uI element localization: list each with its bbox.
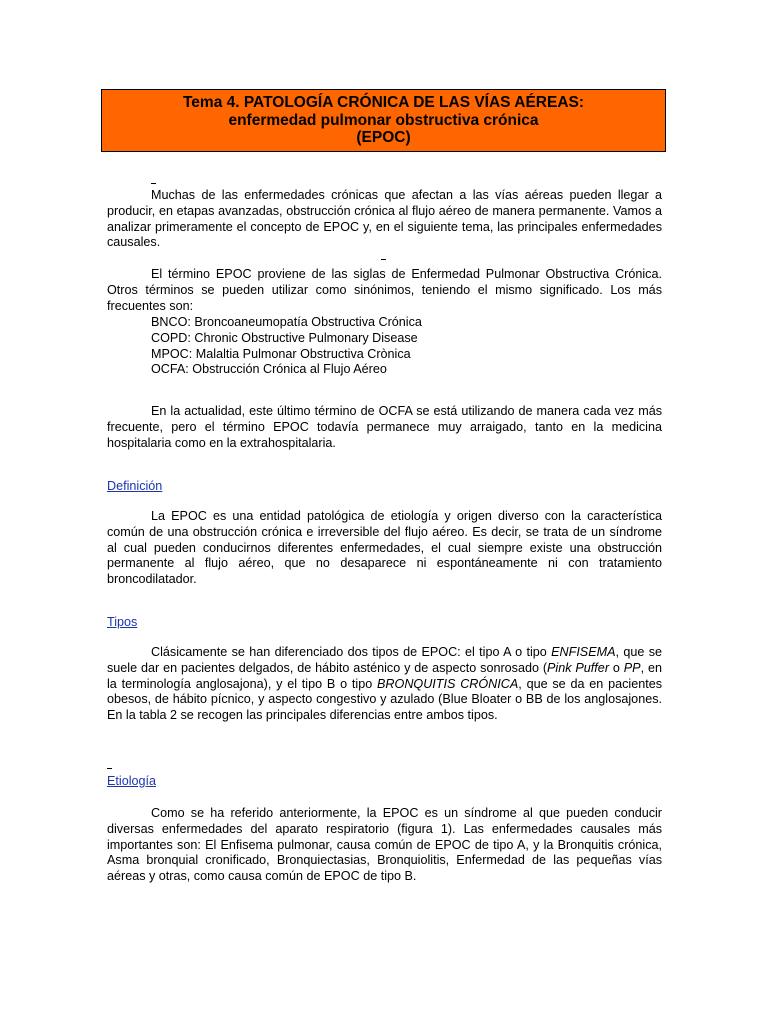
tipos-text: o <box>609 660 624 675</box>
title-line-1: Tema 4. PATOLOGÍA CRÓNICA DE LAS VÍAS AÉREAS: <box>182 94 585 111</box>
list-item: OCFA: Obstrucción Crónica al Flujo Aéreo <box>151 362 387 377</box>
title-line-2: enfermedad pulmonar obstructiva crónica <box>228 111 539 129</box>
heading-etiologia[interactable]: Etiología <box>107 774 157 788</box>
decorative-mark <box>381 259 386 260</box>
definicion-p1-text: La EPOC es una entidad patológica de etiología y origen diverso con la característica común de una obstrucción crónica e irreversible del flujo aéreo. Es decir, se trata de un síndrome al cual pueden conducirnos diferentes enfermedades, el cual siempre existe una obstrucción permanente al flujo aéreo, que no desaparece ni espontáneamente ni con tratamiento broncodilatador. <box>107 509 662 587</box>
heading-definicion[interactable]: Definición <box>107 479 163 493</box>
title-box <box>101 89 666 152</box>
heading-tipos[interactable]: Tipos <box>107 615 138 629</box>
list-item: BNCO: Broncoaneumopatía Obstructiva Crónica <box>151 315 422 329</box>
decorative-mark <box>151 183 156 184</box>
tipos-text: Clásicamente se han diferenciado dos tipos de EPOC: el tipo A o tipo <box>151 645 552 659</box>
tipos-text: , que se suele dar en pacientes delgados, de hábito asténico y de aspecto sonrosado ( <box>107 645 662 675</box>
synonym-list <box>107 315 706 378</box>
intro-paragraph-2 <box>107 267 662 314</box>
title-line-3: (EPOC) <box>356 129 411 146</box>
intro-paragraph-1 <box>107 188 662 251</box>
list-item: COPD: Chronic Obstructive Pulmonary Disease <box>151 330 418 345</box>
etiologia-paragraph <box>107 806 662 885</box>
tipos-text: , en la terminología anglosajona), y el tipo B o tipo <box>107 660 662 691</box>
tipos-emphasis: BRONQUITIS CRÓNICA <box>377 676 519 691</box>
tipos-emphasis: Pink Puffer <box>547 660 610 675</box>
etiologia-p1-text: Como se ha referido anteriormente, la EPOC es un síndrome al que pueden conducir diversas enfermedades del aparato respiratorio (figura 1). Las enfermedades causales más importantes son: El Enfisema pulmonar, causa común de EPOC de tipo A, y la Bronquitis crónica, Asma bronquial cronificado, Bronquiectasias, Bronquiolitis, Enfermedad de las pequeñas vías aéreas y otras, como causa común de EPOC de tipo B. <box>107 806 662 884</box>
intro-paragraph-3 <box>107 404 662 451</box>
tipos-paragraph <box>107 645 662 724</box>
intro-p2-text: El término EPOC proviene de las siglas de Enfermedad Pulmonar Obstructiva Crónica. Otros términos se pueden utilizar como sinónimos, teniendo el mismo significado. Los más frecuentes son: <box>107 267 662 313</box>
intro-p3-text: En la actualidad, este último término de OCFA se está utilizando de manera cada vez más frecuente, pero el término EPOC todavía permanece muy arraigado, tanto en la medicina hospitalaria como en la extrahospitalaria. <box>107 404 662 450</box>
list-item: MPOC: Malaltia Pulmonar Obstructiva Crònica <box>151 346 411 361</box>
tipos-text: , que se da en pacientes obesos, de hábito pícnico, y aspecto congestivo y azulado (Blue Bloater o BB de los anglosajones. En la tabla 2 se recogen las principales diferencias entre ambos tipos. <box>107 676 663 723</box>
tipos-emphasis: ENFISEMA <box>551 645 616 659</box>
intro-p1-text: Muchas de las enfermedades crónicas que afectan a las vías aéreas pueden llegar a producir, en etapas avanzadas, obstrucción crónica al flujo aéreo de manera permanente. Vamos a analizar primeramente el concepto de EPOC y, en el siguiente tema, las principales enfermedades causales. <box>107 188 662 250</box>
definicion-paragraph <box>107 509 662 588</box>
decorative-mark <box>107 768 112 769</box>
tipos-emphasis: PP <box>623 660 641 675</box>
